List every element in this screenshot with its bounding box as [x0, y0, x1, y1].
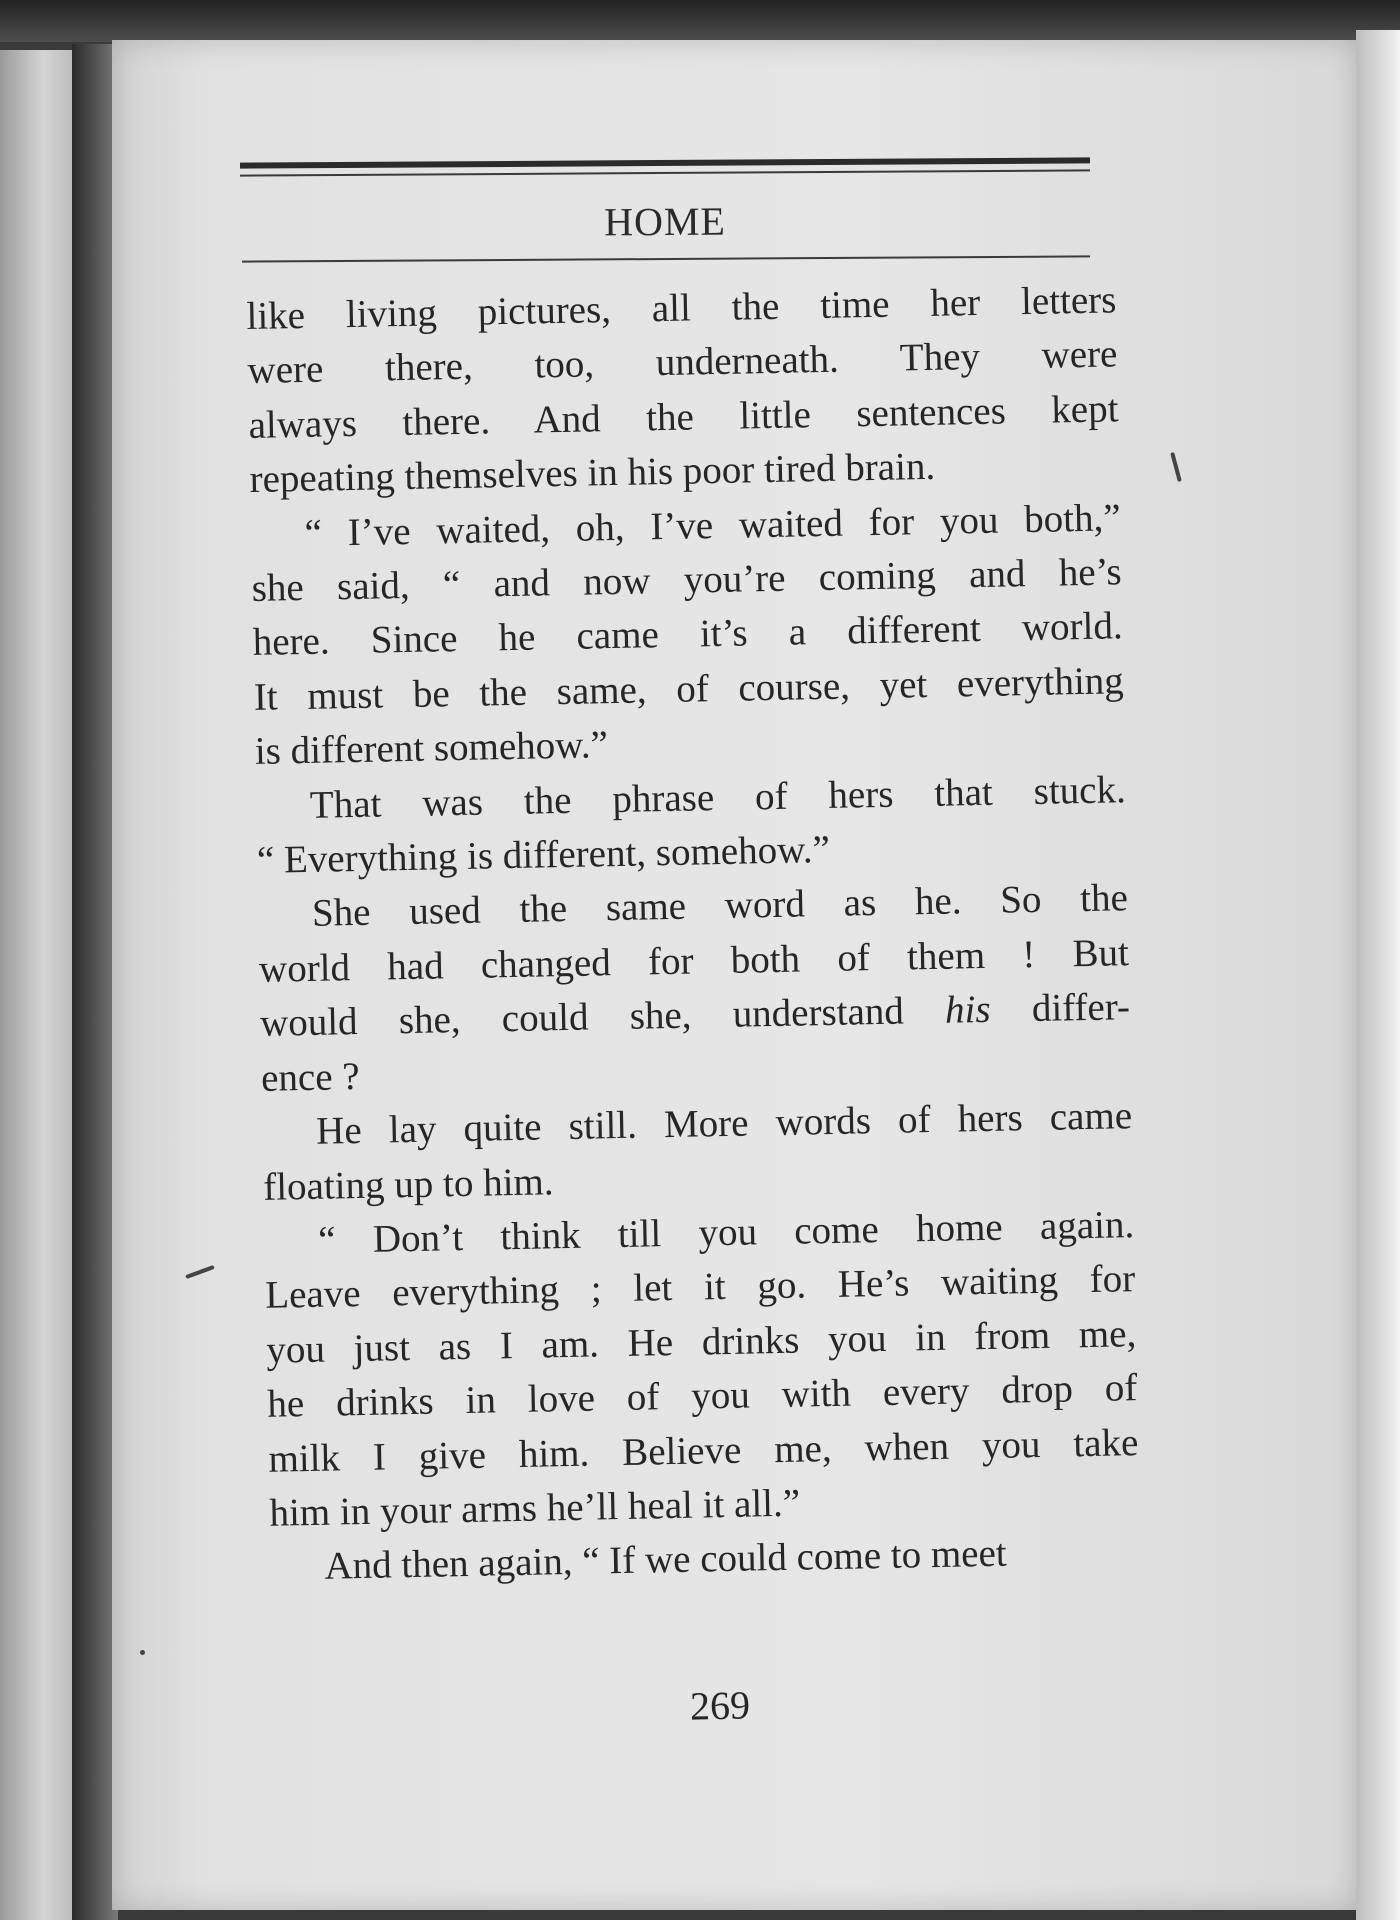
page-fore-edge	[1356, 30, 1400, 1920]
text-line: here. Since he came it’s a different world.	[252, 604, 1124, 665]
paragraph	[262, 1089, 1134, 1214]
text-line: And then again, “ If we could come to meet	[324, 1531, 1008, 1589]
text-line: floating up to him.	[262, 1159, 554, 1209]
text-line: always there. And the little sentences kept	[248, 387, 1119, 447]
text-line: like living pictures, all the time her letters	[246, 278, 1117, 338]
text-line: He lay quite still. More words of hers came	[315, 1094, 1133, 1153]
paragraph	[255, 763, 1127, 888]
text-line: milk I give him. Believe me, when you take	[268, 1420, 1139, 1481]
text-line: were there, too, underneath. They were	[247, 332, 1118, 393]
page-number: 269	[689, 1682, 751, 1729]
text-line: That was the phrase of hers that stuck.	[309, 767, 1127, 827]
running-head: HOME	[603, 198, 727, 245]
text-line: ence ?	[260, 1054, 361, 1100]
paragraph	[264, 1198, 1140, 1541]
text-line: “ Everything is different, somehow.”	[256, 827, 831, 882]
text-line: “ I’ve waited, oh, I’ve waited for you both,”	[304, 495, 1121, 555]
text-line: “ Don’t think till you come home again.	[317, 1203, 1135, 1262]
text-line: It must be the same, of course, yet everything	[253, 659, 1125, 719]
text-line: world had changed for both of them ! But	[258, 931, 1130, 991]
text-line: she said, “ and now you’re coming and he’s	[251, 550, 1122, 610]
text-line: Leave everything ; let it go. He’s waiting for	[264, 1257, 1136, 1318]
text-line: him in your arms he’ll heal it all.”	[269, 1481, 801, 1535]
text-line: repeating themselves in his poor tired brain.	[249, 445, 936, 502]
emphasis: his	[944, 988, 991, 1032]
text-line: would she, could she, understand his differ-	[259, 985, 1131, 1046]
paragraph	[250, 491, 1125, 780]
scan-speck	[140, 1650, 145, 1655]
text-line: he drinks in love of you with every drop of	[266, 1366, 1138, 1426]
body-text	[246, 273, 1141, 1595]
text-line: is different somehow.”	[254, 723, 609, 774]
facing-page-edge	[0, 50, 72, 1920]
text-line: you just as I am. He drinks you in from me,	[265, 1311, 1137, 1372]
scan-top-border	[0, 0, 1400, 42]
text-line: She used the same word as he. So the	[311, 876, 1129, 936]
paragraph	[246, 273, 1120, 507]
paragraph	[257, 872, 1131, 1106]
